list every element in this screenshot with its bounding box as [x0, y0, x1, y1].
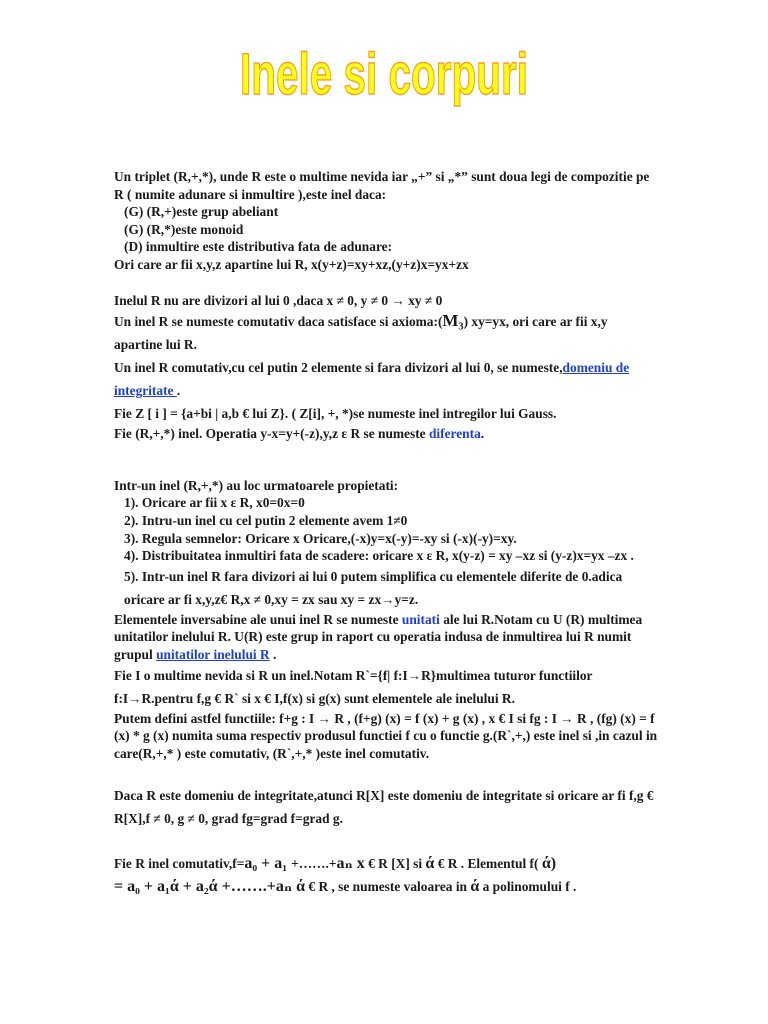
- title-wordart: [234, 38, 534, 108]
- axiom-m3: M₃: [442, 311, 464, 331]
- units-term: unitati: [401, 611, 440, 627]
- property-4: 4). Distribuitatea inmultiri fata de scadere: oricare x ε R, x(y-z) = xy –xz si (y-z)x=yx –zx .: [124, 548, 634, 564]
- axiom-g-multiplicative: (G) (R,*)este monoid: [124, 221, 244, 237]
- commutative-ring-paragraph: Un inel R se numeste comutativ daca satisface si axioma:(M₃) xy=yx, ori care ar fii x,y apartine lui R.: [114, 311, 608, 353]
- page-title: [0, 38, 768, 113]
- functions-ring-paragraph: Fie I o multime nevida si R un inel.Notam R`={f| f:I→R}multimea tuturor functiilor f:I→R.pentru f,g € R` si x € I,f(x) si g(x) sunt elementele ale inelului R.: [114, 667, 593, 706]
- units-group-link[interactable]: unitatilor inelului R: [156, 646, 270, 662]
- property-3: 3). Regula semnelor: Oricare x Oricare,(-x)y=x(-y)=-xy si (-x)(-y)=xy.: [124, 530, 517, 546]
- polynomial-value-line-2: = a₀ + a₁ά + a₂ά +…….+aₙ ά € R , se numeste valoarea in ά a polinomului f .: [114, 878, 577, 896]
- alpha-symbol: ά: [425, 855, 435, 873]
- function-operations-paragraph: Putem defini astfel functiile: f+g : I → R , (f+g) (x) = f (x) + g (x) , x € I si fg : I → R , (fg) (x) = f (x) * g (x) numita suma respectiv produsul functiei f cu o functie g.(R`,+,) este inel si ,in cazul in care(R,+,* ) este comutativ, (R`,+,* )este inel comutativ.: [114, 710, 658, 761]
- property-5: 5). Intr-un inel R fara divizori ai lui 0 putem simplifica cu elementele diferite de 0.adica oricare ar fi x,y,z€ R,x ≠ 0,xy = zx sau xy = zx→y=z.: [124, 568, 623, 607]
- integral-domain-link[interactable]: domeniu de integritate: [114, 360, 630, 399]
- document-body: [114, 168, 659, 898]
- polynomial-value-line-1: Fie R inel comutativ,f=a₀ + a₁ +…….+aₙ x € R [X] si ά € R . Elementul f( ά): [114, 855, 557, 873]
- axiom-distributive: (D) inmultire este distributiva fata de adunare:: [124, 239, 393, 255]
- title-text: Inele si corpuri: [240, 42, 528, 107]
- gauss-integers-paragraph: Fie Z [ i ] = {a+bi | a,b € lui Z}. ( Z[i], +, *)se numeste inel intregilor lui Gauss.: [114, 406, 557, 422]
- property-2: 2). Intru-un inel cu cel putin 2 elemente avem 1≠0: [124, 512, 408, 528]
- zero-divisors-paragraph: Inelul R nu are divizori al lui 0 ,daca x ≠ 0, y ≠ 0 → xy ≠ 0: [114, 292, 443, 308]
- difference-term: diferenta: [428, 426, 481, 442]
- ring-definition: Un triplet (R,+,*), unde R este o multime nevida iar „+” si „*” sunt doua legi de compozitie pe R ( numite adunare si inmultire ),este inel daca:: [114, 169, 650, 202]
- integral-domain-paragraph: Un inel R comutativ,cu cel putin 2 elemente si fara divizori al lui 0, se numeste,domeniu de integritate .: [114, 360, 630, 399]
- distributive-formula: Ori care ar fii x,y,z apartine lui R, x(y+z)=xy+xz,(y+z)x=yx+zx: [114, 256, 469, 272]
- property-1: 1). Oricare ar fii x ε R, x0=0x=0: [124, 495, 305, 511]
- polynomial-domain-paragraph: Daca R este domeniu de integritate,atunci R[X] este domeniu de integritate si oricare ar fi f,g € R[X],f ≠ 0, g ≠ 0, grad fg=grad f=grad g.: [114, 788, 654, 827]
- axiom-g-additive: (G) (R,+)este grup abeliant: [124, 204, 279, 220]
- units-paragraph: Elementele inversabine ale unui inel R se numeste unitati ale lui R.Notam cu U (R) multimea unitatilor inelului R. U(R) este grup in raport cu operatia indusa de inmultirea lui R numit grupul unitatilor inelului R .: [114, 611, 643, 662]
- difference-paragraph: Fie (R,+,*) inel. Operatia y-x=y+(-z),y,z ε R se numeste diferenta.: [114, 426, 485, 442]
- properties-heading: Intr-un inel (R,+,*) au loc urmatoarele propietati:: [114, 477, 399, 493]
